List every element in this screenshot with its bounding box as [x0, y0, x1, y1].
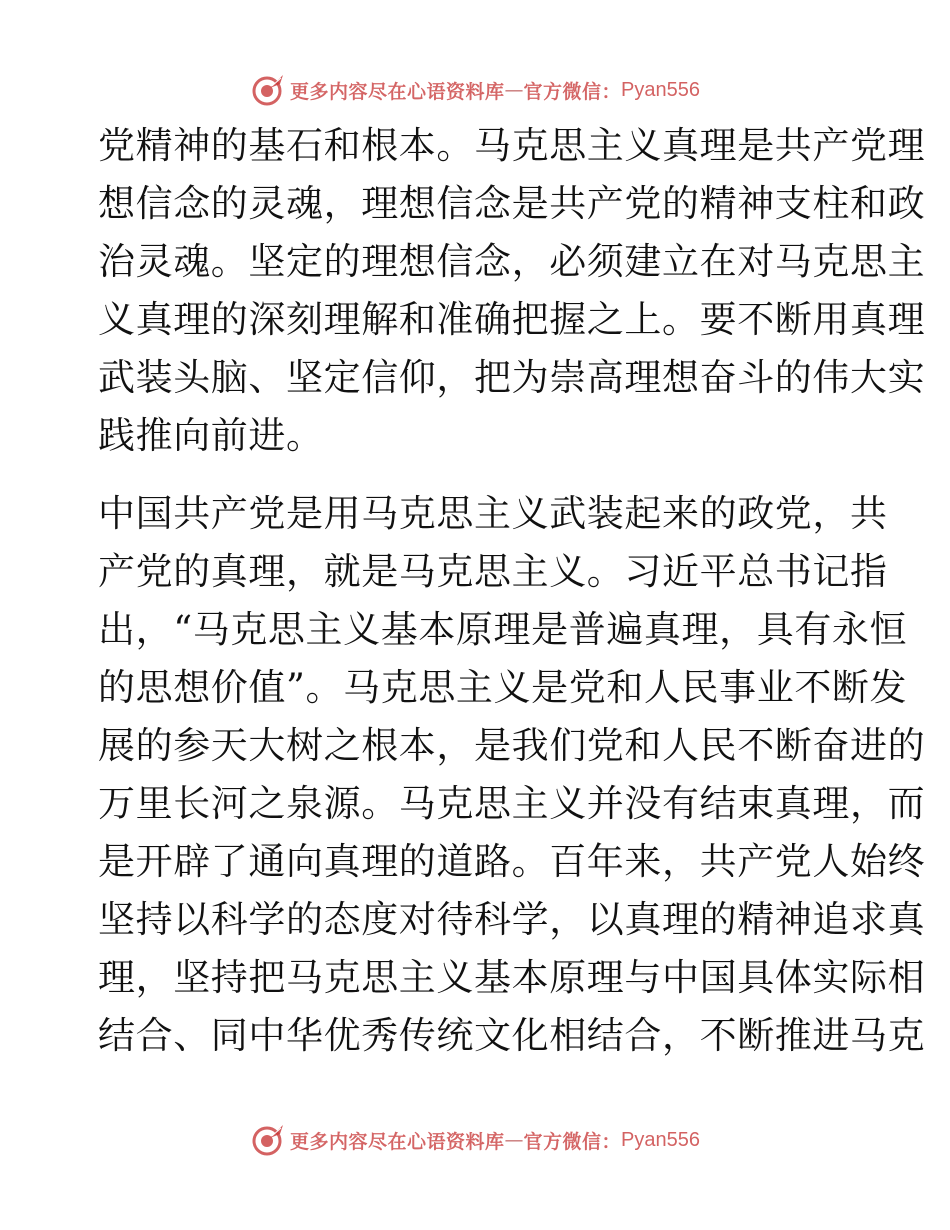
text-line: 是开辟了通向真理的道路。百年来，共产党人始终: [98, 840, 926, 883]
watermark-text: 更多内容尽在心语资料库: [290, 1130, 505, 1153]
watermark-wechat-id: Pyan556: [621, 1128, 700, 1151]
watermark-wechat-id: Pyan556: [621, 78, 700, 101]
footer-watermark: [0, 1120, 950, 1160]
quill-seal-icon: [250, 1122, 286, 1158]
header-watermark: [0, 70, 950, 110]
watermark-separator: —: [504, 79, 524, 101]
watermark-separator: —: [504, 1129, 524, 1151]
text-line: 践推向前进。: [98, 414, 324, 457]
text-line: 治灵魂。坚定的理想信念，必须建立在对马克思主: [98, 240, 926, 283]
text-line: 展的参天大树之根本，是我们党和人民不断奋进的: [98, 724, 926, 767]
text-line: 想信念的灵魂，理想信念是共产党的精神支柱和政: [98, 182, 926, 225]
text-line: 义真理的深刻理解和准确把握之上。要不断用真理: [98, 298, 926, 341]
watermark-wechat-label: 官方微信：: [523, 1130, 622, 1153]
watermark-text: 更多内容尽在心语资料库: [290, 80, 505, 103]
text-line: 中国共产党是用马克思主义武装起来的政党，共: [98, 492, 888, 535]
text-line: 结合、同中华优秀传统文化相结合，不断推进马克: [98, 1014, 926, 1057]
watermark-wechat-label: 官方微信：: [523, 80, 622, 103]
text-line: 党精神的基石和根本。马克思主义真理是共产党理: [98, 124, 926, 167]
text-line: 坚持以科学的态度对待科学，以真理的精神追求真: [98, 898, 926, 941]
text-line: 武装头脑、坚定信仰，把为崇高理想奋斗的伟大实: [98, 356, 926, 399]
text-line: 出，“马克思主义基本原理是普遍真理，具有永恒: [98, 608, 908, 651]
text-line: 万里长河之泉源。马克思主义并没有结束真理，而: [98, 782, 926, 825]
quill-seal-icon: [250, 72, 286, 108]
text-line: 产党的真理，就是马克思主义。习近平总书记指: [98, 550, 888, 593]
text-line: 的思想价值”。马克思主义是党和人民事业不断发: [98, 666, 908, 709]
text-line: 理，坚持把马克思主义基本原理与中国具体实际相: [98, 956, 926, 999]
